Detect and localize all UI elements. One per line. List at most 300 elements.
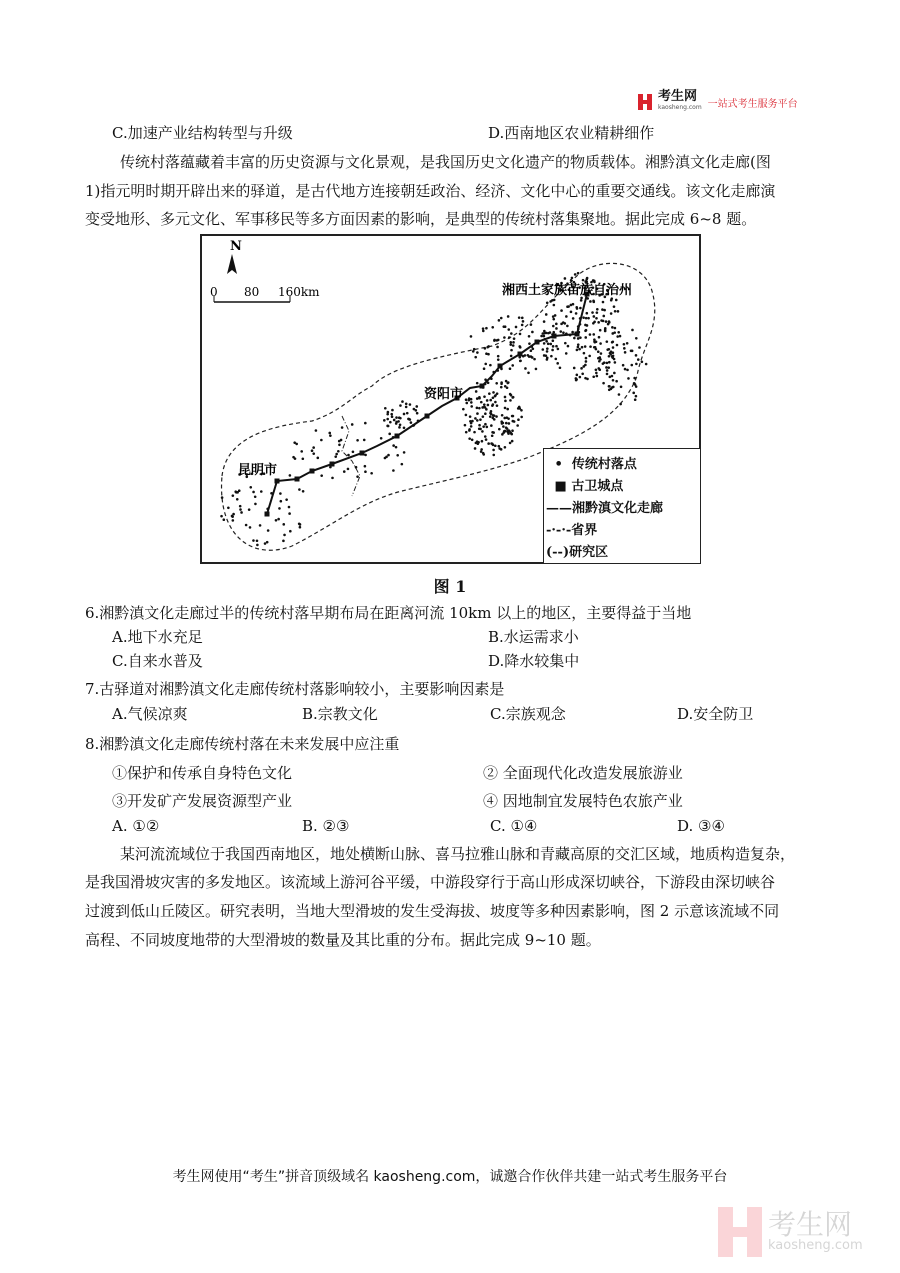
village-dot — [604, 329, 607, 332]
fort-point — [360, 451, 365, 456]
village-dot — [555, 327, 558, 330]
village-dot — [479, 418, 482, 421]
village-dot — [493, 339, 496, 342]
village-dot — [347, 454, 350, 457]
village-dot — [543, 338, 546, 341]
village-dot — [482, 425, 485, 428]
village-dot — [593, 321, 596, 324]
village-dot — [509, 367, 512, 370]
village-dot — [302, 457, 305, 460]
village-dot — [623, 347, 626, 350]
village-dot — [633, 377, 636, 380]
village-dot — [483, 367, 486, 370]
village-dot — [573, 367, 576, 370]
village-dot — [493, 414, 496, 417]
village-dot — [478, 424, 481, 427]
q7-option-a: A.气候凉爽 — [112, 705, 188, 723]
fort-point — [425, 414, 430, 419]
village-dot — [416, 412, 419, 415]
village-dot — [500, 381, 503, 384]
village-dot — [470, 335, 473, 338]
figure-caption: 图 1 — [433, 577, 467, 596]
village-dot — [520, 409, 523, 412]
village-dot — [496, 346, 499, 349]
village-dot — [510, 355, 513, 358]
village-dot — [500, 420, 503, 423]
village-dot — [600, 352, 603, 355]
village-dot — [602, 315, 605, 318]
village-dot — [504, 407, 507, 410]
village-dot — [473, 348, 476, 351]
village-dot — [596, 308, 599, 311]
village-dot — [614, 327, 617, 330]
village-dot — [585, 357, 588, 360]
village-dot — [586, 324, 589, 327]
village-dot — [380, 437, 383, 440]
village-dot — [553, 304, 556, 307]
village-dot — [239, 508, 242, 511]
village-dot — [398, 416, 401, 419]
village-dot — [392, 436, 395, 439]
village-dot — [475, 390, 478, 393]
q8-option-b: B. ②③ — [302, 817, 350, 835]
village-dot — [259, 524, 262, 527]
village-dot — [564, 322, 567, 325]
q7-option-b: B.宗教文化 — [302, 705, 378, 723]
village-dot — [552, 339, 555, 342]
village-dot — [497, 355, 500, 358]
village-dot — [579, 317, 582, 320]
village-dot — [584, 377, 587, 380]
village-dot — [597, 321, 600, 324]
village-dot — [468, 429, 471, 432]
village-dot — [468, 399, 471, 402]
fort-point — [552, 334, 557, 339]
village-dot — [504, 385, 507, 388]
village-dot — [266, 541, 269, 544]
village-dot — [401, 463, 404, 466]
village-dot — [395, 446, 398, 449]
village-dot — [405, 402, 408, 405]
q8-statement-2: ② 全面现代化改造发展旅游业 — [483, 764, 683, 782]
village-dot — [524, 367, 527, 370]
village-dot — [533, 358, 536, 361]
label-kunming: 昆明市 — [238, 463, 278, 478]
village-dot — [592, 375, 595, 378]
village-dot — [405, 406, 408, 409]
village-dot — [481, 440, 484, 443]
village-dot — [249, 486, 252, 489]
village-dot — [602, 382, 605, 385]
watermark-brand: 考生网 — [768, 1208, 853, 1241]
village-dot — [509, 399, 512, 402]
village-dot — [570, 311, 573, 314]
scale-80: 80 — [244, 285, 260, 299]
village-dot — [495, 382, 498, 385]
village-dot — [613, 305, 616, 308]
village-dot — [560, 309, 563, 312]
village-dot — [482, 330, 485, 333]
village-dot — [490, 413, 493, 416]
village-dot — [633, 382, 636, 385]
village-dot — [312, 446, 315, 449]
intro2-line: 某河流流域位于我国西南地区，地处横断山脉、喜马拉雅山脉和青藏高原的交汇区域，地质构造复杂， — [120, 845, 796, 863]
village-dot — [264, 542, 267, 545]
village-dot — [637, 358, 640, 361]
village-dot — [483, 403, 486, 406]
village-dot — [240, 511, 243, 514]
village-dot — [510, 349, 513, 352]
village-dot — [329, 434, 332, 437]
village-dot — [415, 409, 418, 412]
village-dot — [347, 468, 350, 471]
village-dot — [585, 317, 588, 320]
village-dot — [552, 315, 555, 318]
village-dot — [543, 335, 546, 338]
village-dot — [627, 377, 630, 380]
village-dot — [465, 431, 468, 434]
village-dot — [541, 348, 544, 351]
village-dot — [343, 470, 346, 473]
village-dot — [476, 397, 479, 400]
village-dot — [484, 412, 487, 415]
village-dot — [223, 518, 226, 521]
village-dot — [474, 417, 477, 420]
village-dot — [492, 449, 495, 452]
fort-point — [275, 479, 280, 484]
figure-1-map — [200, 234, 701, 564]
village-dot — [252, 539, 255, 542]
village-dot — [403, 413, 406, 416]
village-dot — [612, 354, 615, 357]
village-dot — [613, 372, 616, 375]
village-dot — [599, 342, 602, 345]
village-dot — [579, 336, 582, 339]
village-dot — [641, 360, 644, 363]
village-dot — [564, 342, 567, 345]
village-dot — [565, 315, 568, 318]
village-dot — [484, 435, 487, 438]
village-dot — [282, 540, 285, 543]
village-dot — [549, 331, 552, 334]
village-dot — [530, 349, 533, 352]
village-dot — [611, 375, 614, 378]
header-logo — [638, 91, 798, 113]
footer-text: 考生网使用“考生”拼音顶级域名 kaosheng.com，诚邀合作伙伴共建一站式考生服务平台 — [172, 1169, 728, 1185]
village-dot — [311, 449, 314, 452]
village-dot — [616, 335, 619, 338]
village-dot — [280, 500, 283, 503]
village-dot — [577, 346, 580, 349]
village-dot — [531, 331, 534, 334]
village-dot — [476, 382, 479, 385]
village-dot — [337, 450, 340, 453]
village-dot — [555, 323, 558, 326]
village-dot — [528, 342, 531, 345]
village-dot — [552, 318, 555, 321]
village-dot — [267, 529, 270, 532]
village-dot — [567, 305, 570, 308]
village-dot — [480, 448, 483, 451]
q7-stem: 7.古驿道对湘黔滇文化走廊传统村落影响较小，主要影响因素是 — [85, 680, 505, 698]
village-dot — [334, 455, 337, 458]
village-dot — [577, 272, 580, 275]
village-dot — [503, 430, 506, 433]
village-dot — [565, 333, 568, 336]
village-dot — [293, 441, 296, 444]
village-dot — [608, 361, 611, 364]
village-dot — [392, 469, 395, 472]
fort-point — [310, 469, 315, 474]
village-dot — [631, 329, 634, 332]
village-dot — [614, 310, 617, 313]
village-dot — [565, 352, 568, 355]
village-dot — [602, 362, 605, 365]
village-dot — [289, 530, 292, 533]
village-dot — [487, 442, 490, 445]
village-dot — [574, 273, 577, 276]
village-dot — [256, 544, 259, 547]
village-dot — [622, 364, 625, 367]
village-dot — [595, 372, 598, 375]
village-dot — [610, 388, 613, 391]
village-dot — [316, 457, 319, 460]
village-dot — [390, 413, 393, 416]
fort-points — [265, 292, 590, 517]
village-dot — [387, 454, 390, 457]
village-dot — [491, 434, 494, 437]
village-dot — [393, 419, 396, 422]
village-dot — [476, 412, 479, 415]
village-dot — [355, 466, 358, 469]
village-dot — [612, 379, 615, 382]
village-dot — [585, 329, 588, 332]
intro1-line: 1)指元明时期开辟出来的驿道，是古代地方连接朝廷政治、经济、文化中心的重要交通线。该文化走廊演 — [85, 182, 776, 200]
village-dot — [569, 334, 572, 337]
village-dot — [549, 343, 552, 346]
village-dot — [492, 391, 495, 394]
village-dot — [616, 344, 619, 347]
village-dot — [552, 325, 555, 328]
village-dot — [302, 490, 305, 493]
fort-point — [395, 434, 400, 439]
village-dot — [483, 406, 486, 409]
village-dot — [518, 345, 521, 348]
village-dot — [500, 448, 503, 451]
village-dot — [584, 336, 587, 339]
village-dot — [491, 431, 494, 434]
village-dot — [248, 508, 251, 511]
village-dot — [234, 490, 237, 493]
village-dot — [521, 324, 524, 327]
village-dot — [586, 277, 589, 280]
legend-label: 研究区 — [569, 545, 609, 560]
village-dot — [577, 328, 580, 331]
q8-option-a: A. ①② — [112, 817, 160, 835]
village-dot — [480, 401, 483, 404]
village-dot — [608, 385, 611, 388]
village-dot — [488, 392, 491, 395]
village-dot — [559, 366, 562, 369]
village-dot — [503, 336, 506, 339]
village-dot — [490, 410, 493, 413]
dot-icon: • — [550, 457, 572, 472]
village-dot — [606, 348, 609, 351]
village-dot — [611, 326, 614, 329]
village-dot — [495, 415, 498, 418]
village-dot — [320, 474, 323, 477]
village-dot — [614, 361, 617, 364]
village-dot — [519, 333, 522, 336]
village-dot — [580, 299, 583, 302]
village-dot — [562, 331, 565, 334]
village-dot — [292, 456, 295, 459]
village-dot — [270, 492, 273, 495]
village-dot — [383, 419, 386, 422]
village-dot — [595, 317, 598, 320]
village-dot — [283, 534, 286, 537]
village-dot — [489, 399, 492, 402]
village-dot — [624, 368, 627, 371]
village-dot — [598, 336, 601, 339]
intro2-line: 过渡到低山丘陵区。研究表明，当地大型滑坡的发生受海拔、坡度等多种因素影响，图 2 示意该流域不同 — [85, 902, 780, 920]
village-dot — [315, 429, 318, 432]
village-dot — [238, 489, 241, 492]
village-dot — [484, 423, 487, 426]
village-dot — [543, 332, 546, 335]
village-dot — [506, 382, 509, 385]
village-dot — [232, 519, 235, 522]
village-dot — [351, 423, 354, 426]
village-dot — [338, 444, 341, 447]
village-dot — [485, 426, 488, 429]
village-dot — [588, 355, 591, 358]
village-dot — [232, 513, 235, 516]
village-dot — [288, 512, 291, 515]
village-dot — [510, 433, 513, 436]
village-dot — [479, 428, 482, 431]
village-dot — [277, 518, 280, 521]
village-dot — [300, 450, 303, 453]
village-dot — [572, 317, 575, 320]
village-dot — [583, 352, 586, 355]
village-dot — [403, 451, 406, 454]
village-dot — [504, 400, 507, 403]
village-dot — [564, 277, 567, 280]
village-dot — [517, 418, 520, 421]
village-dot — [532, 347, 535, 350]
village-dot — [356, 439, 359, 442]
village-dot — [256, 539, 259, 542]
village-dot — [566, 325, 569, 328]
map-legend — [543, 448, 700, 563]
village-dot — [505, 422, 508, 425]
village-dot — [401, 400, 404, 403]
village-dot — [341, 426, 344, 429]
village-dot — [494, 401, 497, 404]
village-dot — [576, 374, 579, 377]
village-dot — [254, 495, 257, 498]
village-dot — [579, 376, 582, 379]
village-dot — [352, 450, 355, 453]
village-dot — [609, 353, 612, 356]
village-dot — [509, 393, 512, 396]
q8-stem: 8.湘黔滇文化走廊传统村落在未来发展中应注重 — [85, 735, 400, 753]
village-dot — [519, 359, 522, 362]
village-dot — [407, 418, 410, 421]
village-dot — [612, 386, 615, 389]
village-dot — [236, 498, 239, 501]
village-dot — [482, 415, 485, 418]
village-dot — [619, 335, 622, 338]
village-dot — [462, 408, 465, 411]
legend-label: 省界 — [571, 523, 598, 538]
watermark-logo-icon — [718, 1207, 762, 1257]
village-dot — [610, 312, 613, 315]
village-dot — [470, 425, 473, 428]
village-dot — [512, 341, 515, 344]
village-dot — [484, 378, 487, 381]
village-dot — [615, 299, 618, 302]
village-dot — [487, 404, 490, 407]
fort-point — [265, 512, 270, 517]
village-dot — [492, 371, 495, 374]
village-dot — [521, 317, 524, 320]
village-dot — [546, 357, 549, 360]
q6-option-d: D.降水较集中 — [488, 652, 580, 670]
village-dot — [494, 444, 497, 447]
village-dot — [635, 354, 638, 357]
village-dot — [469, 420, 472, 423]
village-dot — [545, 340, 548, 343]
village-dot — [612, 351, 615, 354]
village-dot — [591, 311, 594, 314]
village-dot — [571, 277, 574, 280]
legend-label: 湘黔滇文化走廊 — [572, 501, 664, 516]
village-dot — [490, 377, 493, 380]
village-dot — [597, 350, 600, 353]
village-dot — [592, 301, 595, 304]
village-dot — [581, 372, 584, 375]
village-dot — [389, 421, 392, 424]
village-dot — [617, 331, 620, 334]
village-dot — [486, 399, 489, 402]
village-dot — [530, 323, 533, 326]
village-dot — [397, 420, 400, 423]
village-dot — [370, 472, 373, 475]
village-dot — [555, 345, 558, 348]
village-dot — [635, 363, 638, 366]
village-dot — [634, 398, 637, 401]
village-dot — [543, 330, 546, 333]
village-dot — [512, 344, 515, 347]
village-dot — [491, 326, 494, 329]
village-dot — [626, 342, 629, 345]
village-dot — [547, 342, 550, 345]
village-dot — [496, 369, 499, 372]
village-dot — [601, 308, 604, 311]
village-dot — [485, 408, 488, 411]
village-dot — [473, 431, 476, 434]
village-dot — [585, 360, 588, 363]
village-dot — [513, 337, 516, 340]
village-dot — [545, 313, 548, 316]
village-dot — [570, 279, 573, 282]
village-dot — [468, 437, 471, 440]
village-dot — [606, 369, 609, 372]
q7-option-c: C.宗族观念 — [490, 705, 566, 723]
village-dot — [576, 349, 579, 352]
